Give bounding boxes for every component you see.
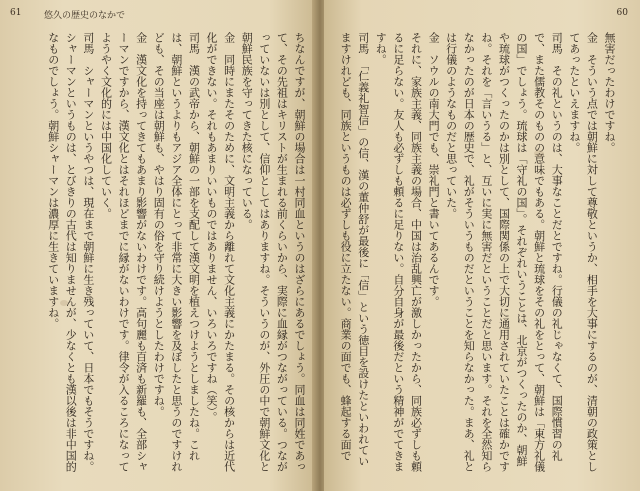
- left-page-number: 61: [10, 8, 22, 18]
- paper-stain: [60, 300, 68, 306]
- right-page: [324, 0, 640, 491]
- running-head: 悠久の歴史のなかで: [44, 11, 126, 21]
- right-page-body: 無害だったわけですね。 金 そういう点では朝鮮に対して尊敬というか、相手を大事にするのが、清朝の政策としてあったといえますね。 司馬 その礼というのは、大事なことだとですね。行儀の礼じゃなくて、国際慣習の礼で、また儒教そのものの意味でもある。朝鮮と琉球をその礼をとって、朝鮮は「東方礼儀の国」でしょう。琉球は「守礼の国」。それぞれいうことは、北京がつくったのか、朝鮮や琉球がつくったのかは別として、国際関係の上で大切に通用されていたことは確かですね。それを「言いうる」と、互いに実に無害だということだと思います。それを全然知らなかったのが日本の歴史で、礼がそういうものだということを知らなかった。まあ、礼とは行儀のようなものだと思っていた。 金 ソウルの南大門でも、崇礼門と書いてあるんです。 それに、家族主義、同族主義の場合、中国は治乱興亡が激しかったから、同族必ずしも頼るに足らない。友人も必ずしも頼るに足りない。自分自身が最後だという精神がでてきますね。 司馬 「仁義礼智信」の信、漢の董仲舒が最後に「信」という徳目を設けたといわれていますけれども、同族というものは必ずしも役に立たない。商業の面でも、蜂起する面で: [339, 32, 616, 472]
- right-page-number: 60: [616, 8, 628, 18]
- left-page: [0, 0, 316, 491]
- left-page-body: ちなんですが、朝鮮の場合は一村同血というのはざらにあるでしょう。同血は同姓であって、その先祖はキリストが生まれる前くらいから、実際に血縁がつながっている。つながっていないは別として、信仰としてはありますね。そういうのが、外圧の中で朝鮮文化と朝鮮民族を守ってきた核になっている。 金 同時にまたそのために、文明主義から離れて文化主義にかたまる。その核からは近代化ができない。それもあまりいいものではありません、いろいろですね（笑）。 司馬 漢の武帝から、朝鮮の一部を支配して漢文明を植えつけようとしましたね。これは、朝鮮というよりもアジア全体にとって非常に大きい影響を及ぼしたと思うのですけれども、その当座は朝鮮も、やはり固有の俗を守り続けようとしたわけですね。 金 漢文化を持ってきてもあまり影響がないわけです。高句麗も百済も新羅も、全部シャーマンですから、漢文化とはそれほどまでに縁がないわけです。律令が入るころになってようやく文化的には中国化していく。 司馬 シャーマンというやつは、現在まで朝鮮に生き残っていて、日本でもそうですね。シャーマンというものは、とびきりの古代は知りませんが、少なくとも漢以後は非中国的なものでしょう。朝鮮シャーマンは濃厚に生きていますね。: [46, 32, 306, 472]
- paper-stain: [534, 150, 544, 157]
